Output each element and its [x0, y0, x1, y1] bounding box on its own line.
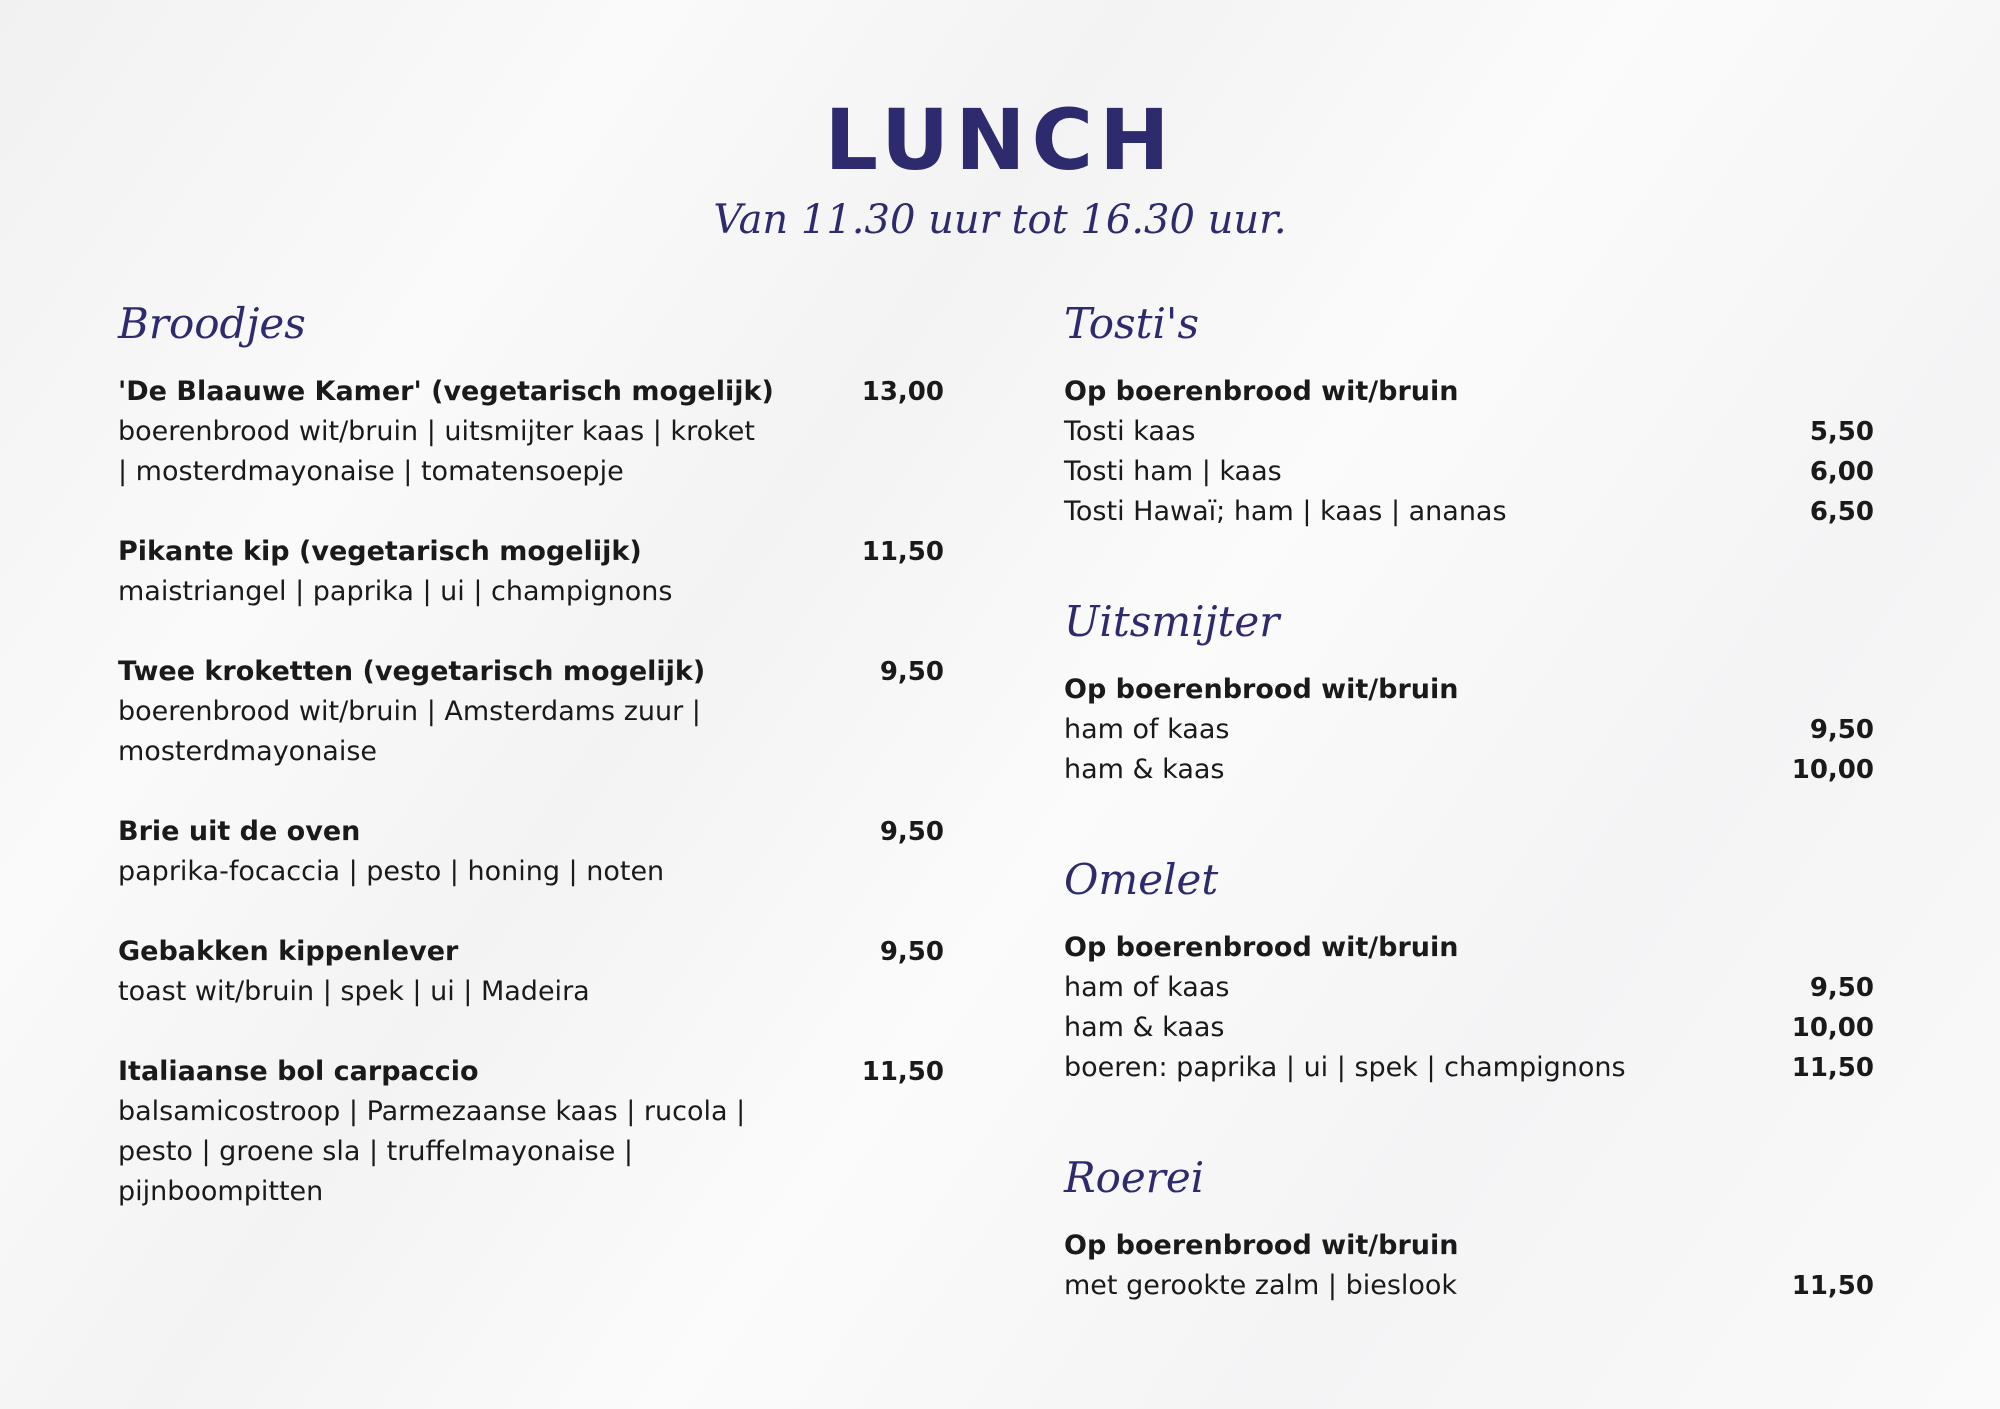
section-uitsmijter: [1064, 594, 1874, 790]
item-price: 9,50: [879, 937, 944, 967]
row-price: 9,50: [1809, 973, 1874, 1003]
price-row: [1064, 452, 1874, 492]
item-name: Italiaanse bol carpaccio: [118, 1056, 479, 1087]
item-price: 13,00: [861, 377, 944, 407]
item-description: toast wit/bruin | spek | ui | Madeira: [118, 976, 590, 1007]
menu-item: [118, 1052, 944, 1212]
row-price: 10,00: [1791, 755, 1874, 785]
row-label: met gerookte zalm | bieslook: [1064, 1270, 1458, 1301]
item-description: boerenbrood wit/bruin | Amsterdams zuur | mosterdmayonaise: [118, 696, 701, 767]
price-row: [1064, 1008, 1874, 1048]
page-title: LUNCH: [824, 91, 1176, 189]
menu-item: [118, 932, 944, 1012]
row-price: 5,50: [1809, 417, 1874, 447]
section-heading-broodjes: Broodjes: [118, 299, 306, 348]
row-label: boeren: paprika | ui | spek | champignons: [1064, 1052, 1626, 1083]
item-name: Pikante kip (vegetarisch mogelijk): [118, 536, 642, 567]
item-name: Twee kroketten (vegetarisch mogelijk): [118, 656, 706, 687]
section-heading: Omelet: [1064, 855, 1219, 904]
item-price: 9,50: [879, 657, 944, 687]
item-price: 11,50: [861, 537, 944, 567]
section-heading: Roerei: [1064, 1153, 1205, 1202]
section-tostis: [1064, 296, 1874, 532]
price-row: [1064, 1048, 1874, 1088]
menu-item: [118, 372, 944, 492]
row-label: ham & kaas: [1064, 754, 1225, 785]
price-row: [1064, 1266, 1874, 1306]
menu-item: [118, 812, 944, 892]
section-roerei: [1064, 1150, 1874, 1306]
section-heading: Uitsmijter: [1064, 597, 1280, 646]
item-description: boerenbrood wit/bruin | uitsmijter kaas | kroket | mosterdmayonaise | tomatensoepje: [118, 416, 755, 487]
row-label: ham of kaas: [1064, 972, 1230, 1003]
menu-item: [118, 652, 944, 772]
row-price: 10,00: [1791, 1013, 1874, 1043]
row-label: ham & kaas: [1064, 1012, 1225, 1043]
row-label: Tosti Hawaï; ham | kaas | ananas: [1064, 496, 1507, 527]
broodjes-column: [118, 296, 944, 1252]
row-label: ham of kaas: [1064, 714, 1230, 745]
row-label: Tosti kaas: [1064, 416, 1196, 447]
price-row: [1064, 412, 1874, 452]
right-column: [1064, 296, 1874, 1368]
item-price: 9,50: [879, 817, 944, 847]
item-price: 11,50: [861, 1057, 944, 1087]
section-subtitle: Op boerenbrood wit/bruin: [1064, 376, 1459, 407]
price-row: [1064, 492, 1874, 532]
price-row: [1064, 750, 1874, 790]
item-description: balsamicostroop | Parmezaanse kaas | rucola | pesto | groene sla | truffelmayonaise | pijnboompitten: [118, 1096, 746, 1207]
row-price: 6,50: [1809, 497, 1874, 527]
price-row: [1064, 710, 1874, 750]
section-subtitle: Op boerenbrood wit/bruin: [1064, 674, 1459, 705]
row-price: 9,50: [1809, 715, 1874, 745]
price-row: [1064, 968, 1874, 1008]
item-description: maistriangel | paprika | ui | champignons: [118, 576, 673, 607]
menu-item: [118, 532, 944, 612]
opening-hours: Van 11.30 uur tot 16.30 uur.: [713, 197, 1287, 243]
menu-header: [0, 92, 2000, 248]
section-omelet: [1064, 852, 1874, 1088]
row-price: 11,50: [1791, 1271, 1874, 1301]
section-subtitle: Op boerenbrood wit/bruin: [1064, 932, 1459, 963]
row-price: 11,50: [1791, 1053, 1874, 1083]
item-name: Brie uit de oven: [118, 816, 361, 847]
section-heading: Tosti's: [1064, 299, 1200, 348]
item-description: paprika-focaccia | pesto | honing | noten: [118, 856, 665, 887]
item-name: Gebakken kippenlever: [118, 936, 459, 967]
section-subtitle: Op boerenbrood wit/bruin: [1064, 1230, 1459, 1261]
row-price: 6,00: [1809, 457, 1874, 487]
row-label: Tosti ham | kaas: [1064, 456, 1282, 487]
item-name: 'De Blaauwe Kamer' (vegetarisch mogelijk): [118, 376, 774, 407]
